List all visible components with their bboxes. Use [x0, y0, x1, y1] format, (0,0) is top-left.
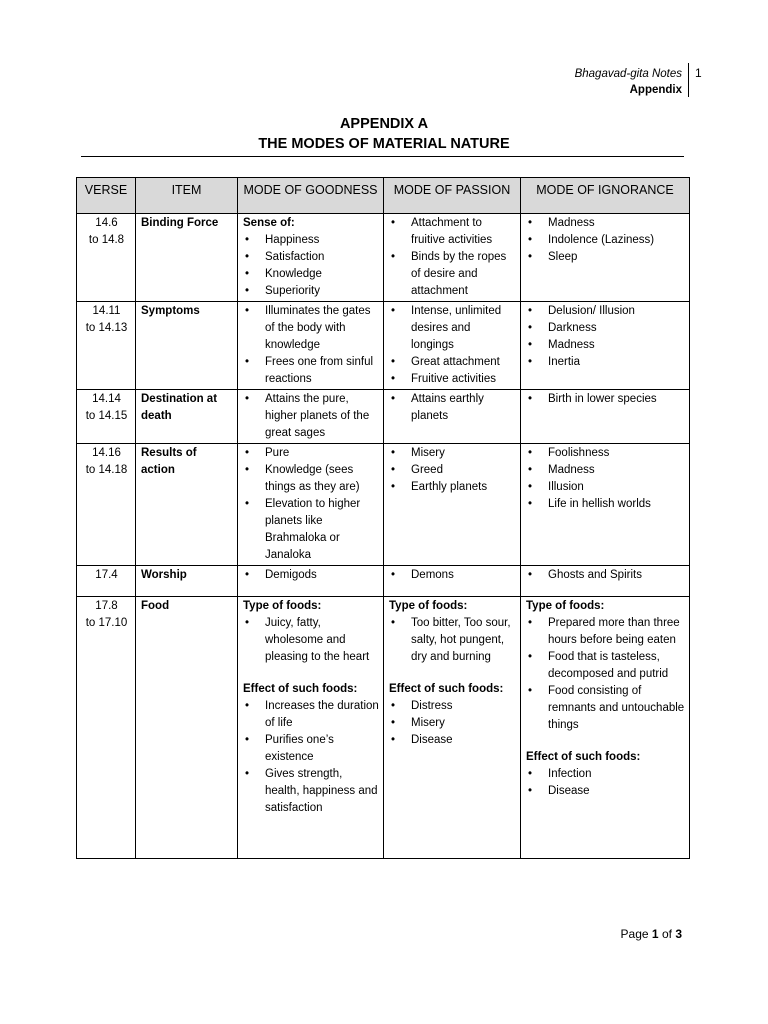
spacer — [389, 666, 516, 681]
appendix-heading: APPENDIX A — [339, 116, 429, 132]
bullet-list — [243, 698, 379, 817]
effect-of-foods-label: Effect of such foods: — [526, 751, 641, 763]
document-title: THE MODES OF MATERIAL NATURE — [258, 136, 510, 152]
list-item: • Inertia — [526, 354, 685, 371]
list-item: • Gives strength, health, happiness and satisfaction — [243, 766, 379, 817]
running-header — [575, 66, 682, 98]
list-item: • Attains earthly planets — [389, 391, 516, 425]
list-item: • Misery — [389, 445, 516, 462]
verse-cell — [77, 214, 136, 302]
list-item: • Greed — [389, 462, 516, 479]
ignorance-cell — [521, 390, 690, 444]
passion-cell — [384, 214, 521, 302]
header-divider — [688, 63, 689, 97]
item-cell: Destination at death — [136, 390, 238, 444]
bullet-list — [243, 567, 379, 584]
item-cell: Food — [136, 597, 238, 859]
list-item: • Birth in lower species — [526, 391, 685, 408]
list-item: • Juicy, fatty, wholesome and pleasing to the heart — [243, 615, 379, 666]
list-item: • Great attachment — [389, 354, 516, 371]
item-cell: Results of action — [136, 444, 238, 566]
bullet-list — [526, 215, 685, 266]
effect-of-foods-label: Effect of such foods: — [243, 683, 358, 695]
list-item: • Too bitter, Too sour, salty, hot pungent, dry and burning — [389, 615, 516, 666]
bullet-list — [526, 567, 685, 584]
verse-line: to 14.18 — [85, 464, 128, 476]
list-item: • Madness — [526, 337, 685, 354]
list-item: • Binds by the ropes of desire and attachment — [389, 249, 516, 300]
verse-line: to 14.15 — [85, 410, 128, 422]
passion-cell — [384, 597, 521, 859]
list-item: • Life in hellish worlds — [526, 496, 685, 513]
list-item: • Infection — [526, 766, 685, 783]
list-item: • Knowledge — [243, 266, 379, 283]
bullet-list — [243, 391, 379, 442]
verse-cell — [77, 390, 136, 444]
header-goodness: MODE OF GOODNESS — [238, 178, 384, 214]
list-item: • Misery — [389, 715, 516, 732]
verse-cell — [77, 444, 136, 566]
list-item: • Illuminates the gates of the body with knowledge — [243, 303, 379, 354]
list-item: • Knowledge (sees things as they are) — [243, 462, 379, 496]
verse-cell — [77, 302, 136, 390]
header-subtitle: Appendix — [629, 84, 682, 96]
list-item: • Sleep — [526, 249, 685, 266]
list-item: • Happiness — [243, 232, 379, 249]
type-of-foods-label: Type of foods: — [243, 600, 322, 612]
header-title: Bhagavad-gita Notes — [574, 68, 682, 80]
spacer — [526, 734, 685, 749]
list-item: • Indolence (Laziness) — [526, 232, 685, 249]
verse-line: to 14.13 — [85, 322, 128, 334]
ignorance-cell — [521, 566, 690, 597]
verse-cell — [77, 597, 136, 859]
footer-of-word: of — [661, 927, 672, 941]
verse-line: to 14.8 — [88, 234, 125, 246]
goodness-cell — [238, 214, 384, 302]
list-item: • Foolishness — [526, 445, 685, 462]
list-item: • Attachment to fruitive activities — [389, 215, 516, 249]
verse-line: 14.14 — [92, 393, 121, 405]
modes-table — [76, 177, 690, 859]
bullet-list — [526, 303, 685, 371]
list-item: • Delusion/ Illusion — [526, 303, 685, 320]
goodness-cell — [238, 302, 384, 390]
bullet-list — [389, 567, 516, 584]
verse-cell — [77, 566, 136, 597]
bullet-list — [243, 445, 379, 564]
list-item: • Distress — [389, 698, 516, 715]
ignorance-cell — [521, 444, 690, 566]
bullet-list — [243, 303, 379, 388]
goodness-cell — [238, 597, 384, 859]
verse-line: 14.6 — [95, 217, 118, 229]
verse-line: to 17.10 — [85, 617, 128, 629]
effect-of-foods-label: Effect of such foods: — [389, 683, 504, 695]
table-row — [77, 390, 690, 444]
verse-line: 17.8 — [95, 600, 118, 612]
goodness-cell — [238, 444, 384, 566]
list-item: • Prepared more than three hours before being eaten — [526, 615, 685, 649]
item-cell: Worship — [136, 566, 238, 597]
header-ignorance: MODE OF IGNORANCE — [521, 178, 690, 214]
list-item: • Superiority — [243, 283, 379, 300]
list-item: • Earthly planets — [389, 479, 516, 496]
list-item: • Elevation to higher planets like Brahmaloka or Janaloka — [243, 496, 379, 564]
type-of-foods-label: Type of foods: — [389, 600, 468, 612]
verse-line: 14.16 — [92, 447, 121, 459]
item-cell: Binding Force — [136, 214, 238, 302]
list-item: • Ghosts and Spirits — [526, 567, 685, 584]
title-rule — [81, 156, 684, 157]
list-item: • Food consisting of remnants and untouchable things — [526, 683, 685, 734]
ignorance-cell — [521, 597, 690, 859]
footer-total-pages: 3 — [675, 927, 682, 941]
table-row — [77, 597, 690, 859]
list-item: • Attains the pure, higher planets of the great sages — [243, 391, 379, 442]
table-row — [77, 566, 690, 597]
list-item: • Darkness — [526, 320, 685, 337]
goodness-cell — [238, 566, 384, 597]
list-item: • Intense, unlimited desires and longings — [389, 303, 516, 354]
list-item: • Disease — [389, 732, 516, 749]
passion-cell — [384, 566, 521, 597]
bullet-list — [389, 391, 516, 425]
item-cell: Symptoms — [136, 302, 238, 390]
footer-page-word: Page — [620, 927, 649, 941]
passion-cell — [384, 390, 521, 444]
table-row — [77, 444, 690, 566]
list-item: • Pure — [243, 445, 379, 462]
bullet-list — [526, 766, 685, 800]
list-item: • Increases the duration of life — [243, 698, 379, 732]
header-item: ITEM — [136, 178, 238, 214]
bullet-list — [243, 615, 379, 666]
page-footer — [621, 927, 682, 941]
bullet-list — [526, 391, 685, 408]
goodness-cell — [238, 390, 384, 444]
list-item: • Madness — [526, 462, 685, 479]
footer-current-page: 1 — [651, 927, 659, 941]
header-page-number: 1 — [695, 66, 702, 80]
passion-cell — [384, 444, 521, 566]
header-verse: VERSE — [77, 178, 136, 214]
list-item: • Satisfaction — [243, 249, 379, 266]
bullet-list — [389, 215, 516, 300]
list-item: • Disease — [526, 783, 685, 800]
type-of-foods-label: Type of foods: — [526, 600, 605, 612]
table-header-row — [77, 178, 690, 214]
passion-cell — [384, 302, 521, 390]
bullet-list — [389, 615, 516, 666]
list-item: • Frees one from sinful reactions — [243, 354, 379, 388]
spacer — [243, 666, 379, 681]
goodness-label: Sense of: — [243, 217, 295, 229]
table-row — [77, 214, 690, 302]
bullet-list — [526, 445, 685, 513]
verse-line: 14.11 — [92, 305, 121, 317]
ignorance-cell — [521, 214, 690, 302]
header-passion: MODE OF PASSION — [384, 178, 521, 214]
list-item: • Demigods — [243, 567, 379, 584]
bullet-list — [389, 698, 516, 749]
bullet-list — [243, 232, 379, 300]
bullet-list — [389, 445, 516, 496]
list-item: • Fruitive activities — [389, 371, 516, 388]
list-item: • Illusion — [526, 479, 685, 496]
verse-line: 17.4 — [95, 569, 118, 581]
bullet-list — [389, 303, 516, 388]
list-item: • Food that is tasteless, decomposed and putrid — [526, 649, 685, 683]
list-item: • Madness — [526, 215, 685, 232]
bullet-list — [526, 615, 685, 734]
list-item: • Demons — [389, 567, 516, 584]
table-row — [77, 302, 690, 390]
list-item: • Purifies one’s existence — [243, 732, 379, 766]
ignorance-cell — [521, 302, 690, 390]
